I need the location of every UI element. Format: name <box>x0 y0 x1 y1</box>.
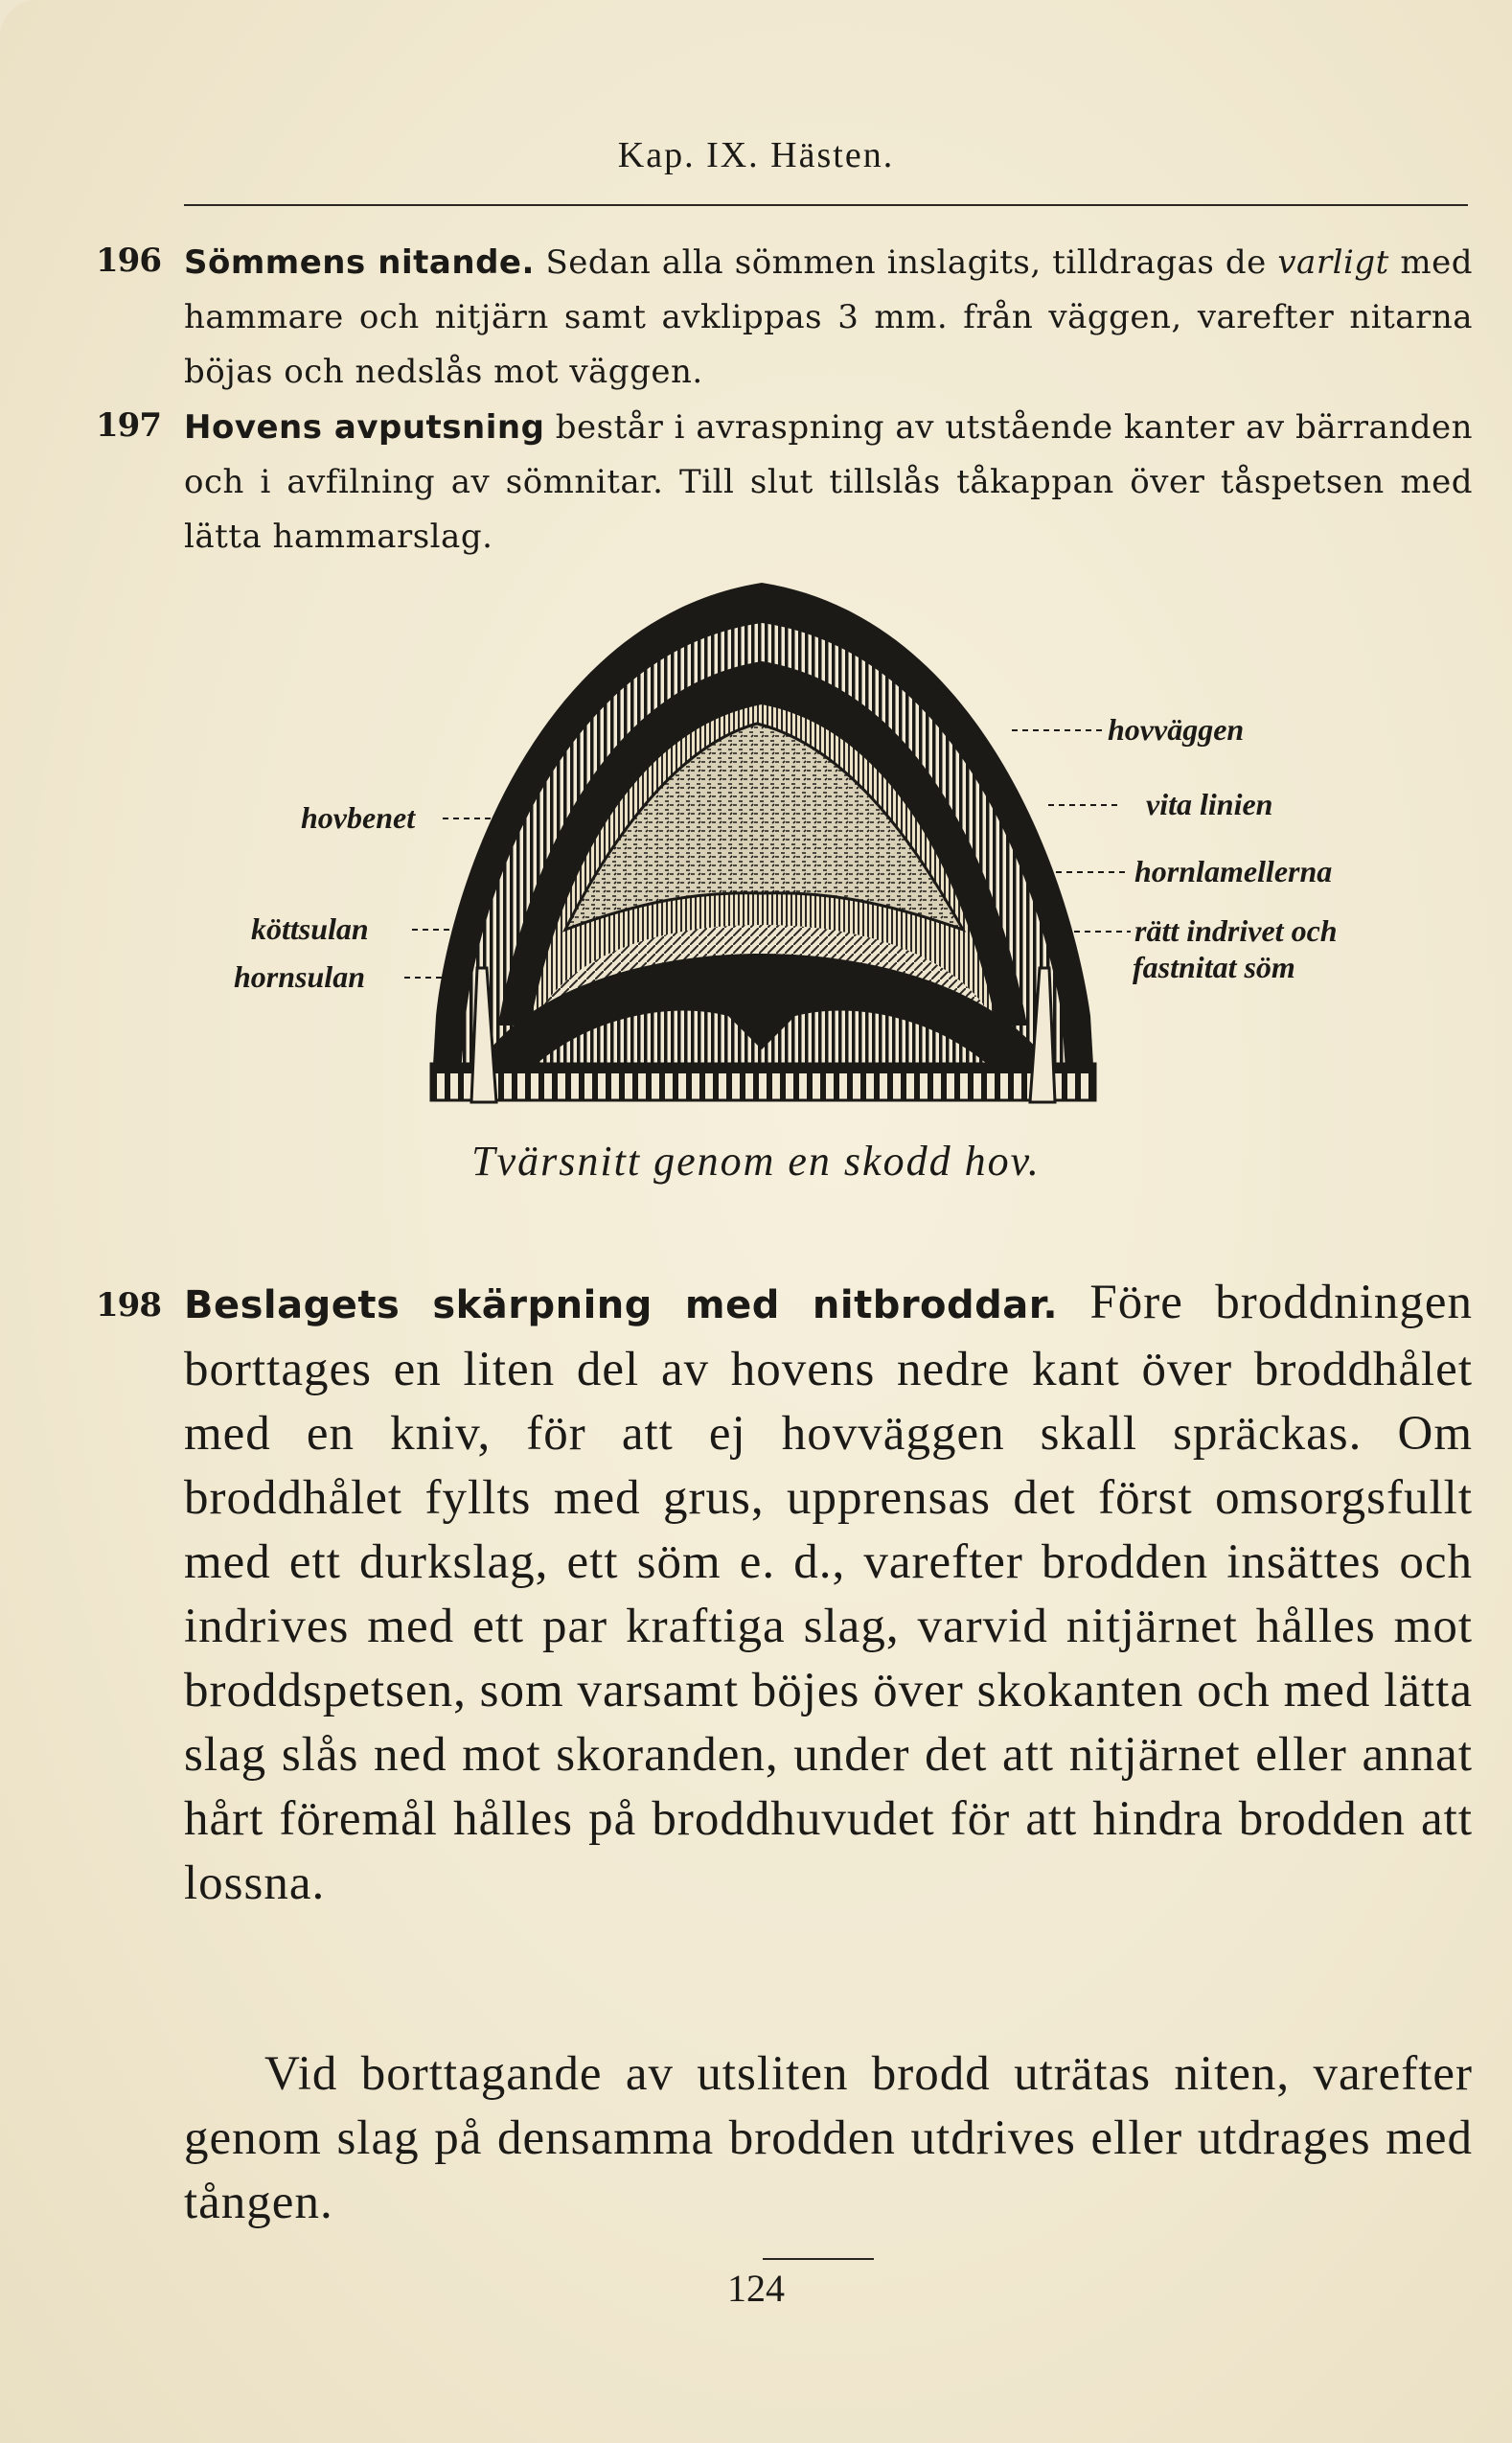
label-ratt-indrivet-2: fastnitat söm <box>1133 950 1295 984</box>
running-head: Kap. IX. Hästen. <box>617 135 895 175</box>
paragraph-198-text: Före broddningen borttages en liten del av hovens nedre kant över broddhålet med en kniv, för att ej hovväggen skall spräckas. Om broddhålet fyllts med grus, upprensas det först omsorgsfullt med ett durkslag, ett söm e. d., varefter brodden insättes och indrives med ett par kraftiga slag, varvid nitjärnet hålles mot broddspetsen, som varsamt böjes över skokanten och med lätta slag slås ned mot skoranden, under det att nitjärnet eller annat hårt föremål hålles på broddhuvudet för att hindra brodden att lossna. <box>184 1276 1473 1910</box>
label-ratt-indrivet-1: rätt indrivet och <box>1134 913 1338 948</box>
paragraph-197-text: består i avraspning av utstående kanter av bärranden och i avfilning av sömnitar. Till slut tillslås tåkappan över tåspetsen med lätta hammarslag. <box>184 408 1473 556</box>
section-number-197: 197 <box>96 406 161 445</box>
label-hovvaggen: hovväggen <box>1108 712 1245 747</box>
header-rule <box>184 204 1468 206</box>
page-number: 124 <box>727 2267 785 2310</box>
label-kottsulan: köttsulan <box>251 911 369 946</box>
hoof-cross-section-figure <box>0 565 1512 1131</box>
section-heading-197: Hovens avputsning <box>184 408 545 447</box>
paragraph-196-text: Sedan alla sömmen inslagits, tilldragas de <box>545 243 1267 282</box>
paragraph-198b: Vid borttagande av utsliten brodd uträtas niten, varefter genom slag på densamma brodden utdrives eller utdrages med tången. <box>184 2047 1473 2229</box>
paragraph-197 <box>184 401 1473 565</box>
horseshoe-top-edge <box>431 1064 1095 1073</box>
label-vita-linien: vita linien <box>1146 787 1273 821</box>
paragraph-196-emphasis: varligt <box>1277 243 1389 282</box>
section-number-198: 198 <box>96 1286 161 1325</box>
label-hornlamellerna: hornlamellerna <box>1134 854 1333 888</box>
footer-rule <box>763 2258 874 2260</box>
paragraph-196-text-after: med hammare och nitjärn samt avklippas 3 mm. från väggen, varefter nitarna böjas och nedslås mot väggen. <box>184 243 1473 391</box>
label-hovbenet: hovbenet <box>301 800 416 835</box>
label-hornsulan: hornsulan <box>234 959 365 994</box>
section-heading-196: Sömmens nitande. <box>184 243 535 282</box>
paragraph-198 <box>184 1271 1473 1916</box>
figure-caption: Tvärsnitt genom en skodd hov. <box>471 1138 1041 1185</box>
paragraph-196 <box>184 236 1473 400</box>
section-number-196: 196 <box>96 242 161 280</box>
section-heading-198: Beslagets skärpning med nitbroddar. <box>184 1283 1059 1327</box>
